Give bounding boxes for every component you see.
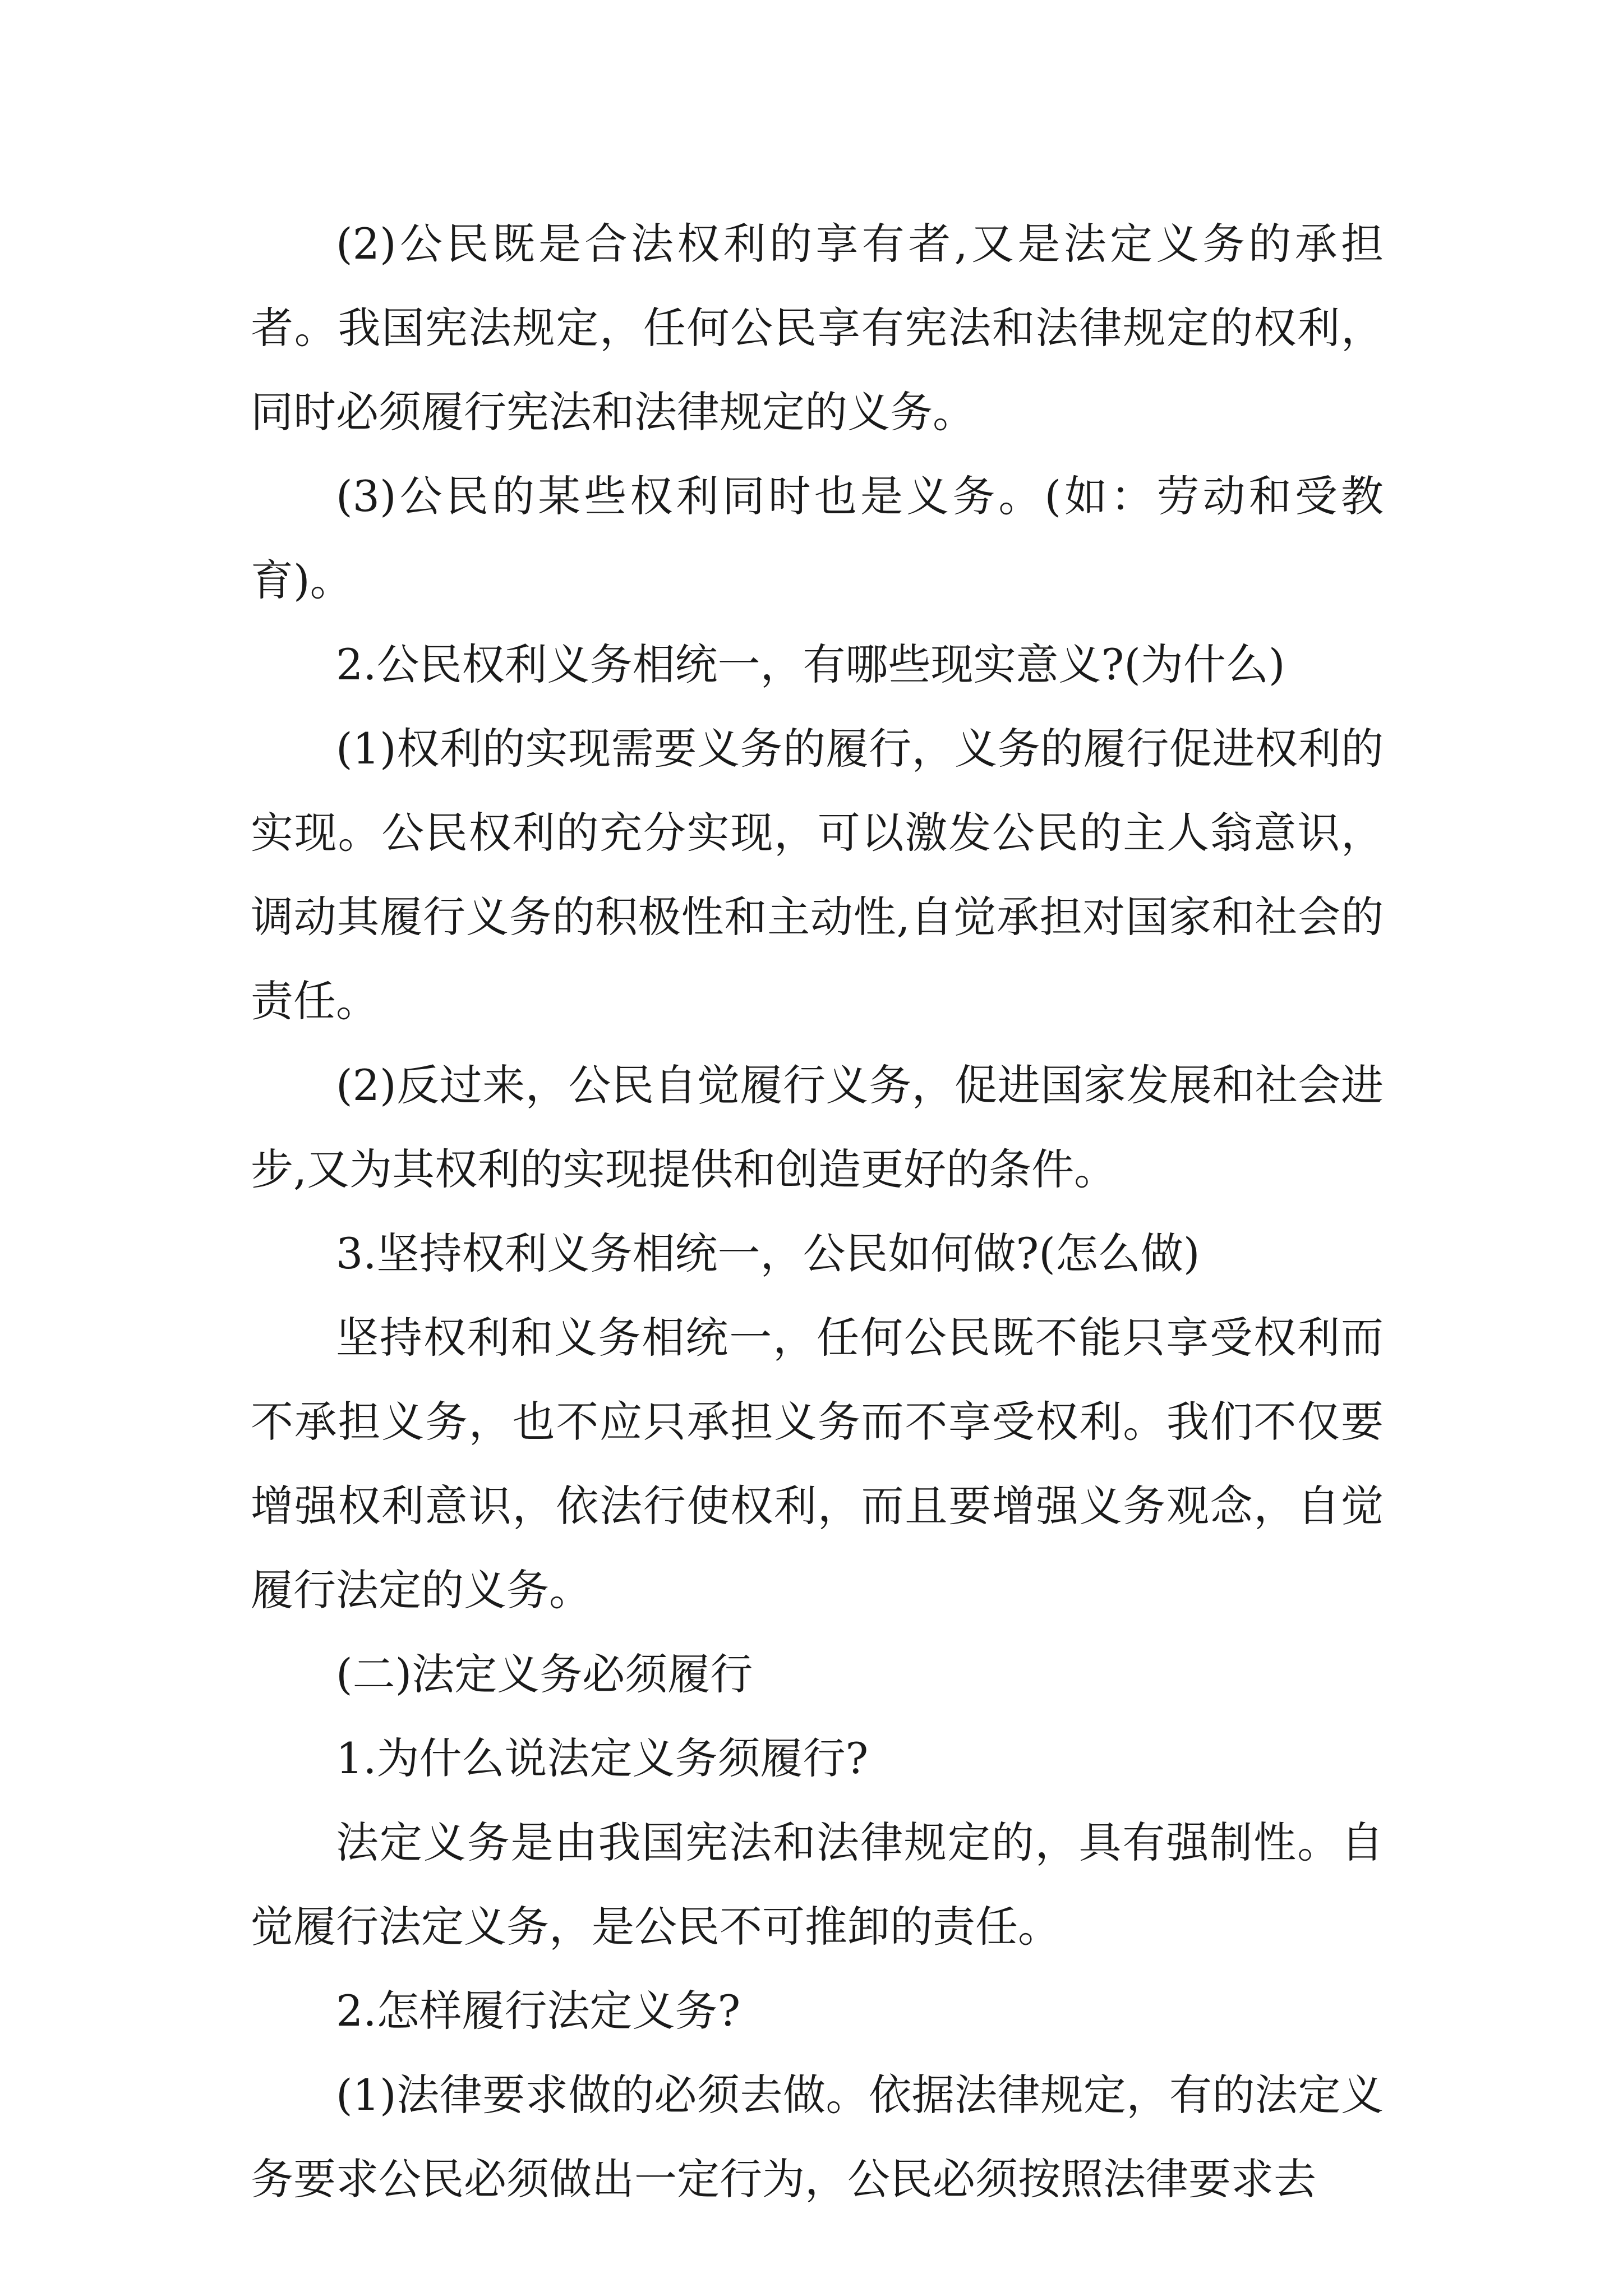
paragraph-duties-mandatory: 法定义务是由我国宪法和法律规定的，具有强制性。自觉履行法定义务，是公民不可推卸的责任。 bbox=[251, 1818, 1384, 1952]
paragraph-citizen-rights-holder: (2)公民既是合法权利的享有者,又是法定义务的承担者。我国宪法规定，任何公民享有宪法和法律规定的权利，同时必须履行宪法和法律规定的义务。 bbox=[251, 219, 1384, 437]
heading-how-to-act: 3.坚持权利义务相统一，公民如何做?(怎么做) bbox=[336, 1228, 1200, 1278]
heading-why-fulfill-duties: 1.为什么说法定义务须履行? bbox=[336, 1733, 869, 1783]
paragraph-must-do-what-law-requires: (1)法律要求做的必须去做。依据法律规定，有的法定义务要求公民必须做出一定行为，公民必须按照法律要求去 bbox=[251, 2070, 1384, 2204]
paragraph-fulfilling-duties: (2)反过来，公民自觉履行义务，促进国家发展和社会进步,又为其权利的实现提供和创造更好的条件。 bbox=[251, 1060, 1384, 1194]
paragraph-unity-of-rights-duties: 坚持权利和义务相统一，任何公民既不能只享受权利而不承担义务，也不应只承担义务而不享受权利。我们不仅要增强权利意识，依法行使权利，而且要增强义务观念，自觉履行法定的义务。 bbox=[251, 1313, 1384, 1615]
paragraph-rights-also-duties: (3)公民的某些权利同时也是义务。(如：劳动和受教育)。 bbox=[251, 471, 1384, 605]
document-body bbox=[251, 202, 1384, 2221]
heading-practical-significance: 2.公民权利义务相统一，有哪些现实意义?(为什么) bbox=[336, 639, 1285, 689]
heading-how-fulfill-duties: 2.怎样履行法定义务? bbox=[336, 1986, 741, 2036]
heading-legal-duties-must-be-fulfilled: (二)法定义务必须履行 bbox=[336, 1649, 753, 1699]
paragraph-rights-realization: (1)权利的实现需要义务的履行，义务的履行促进权利的实现。公民权利的充分实现，可以激发公民的主人翁意识，调动其履行义务的积极性和主动性,自觉承担对国家和社会的责任。 bbox=[251, 724, 1384, 1026]
